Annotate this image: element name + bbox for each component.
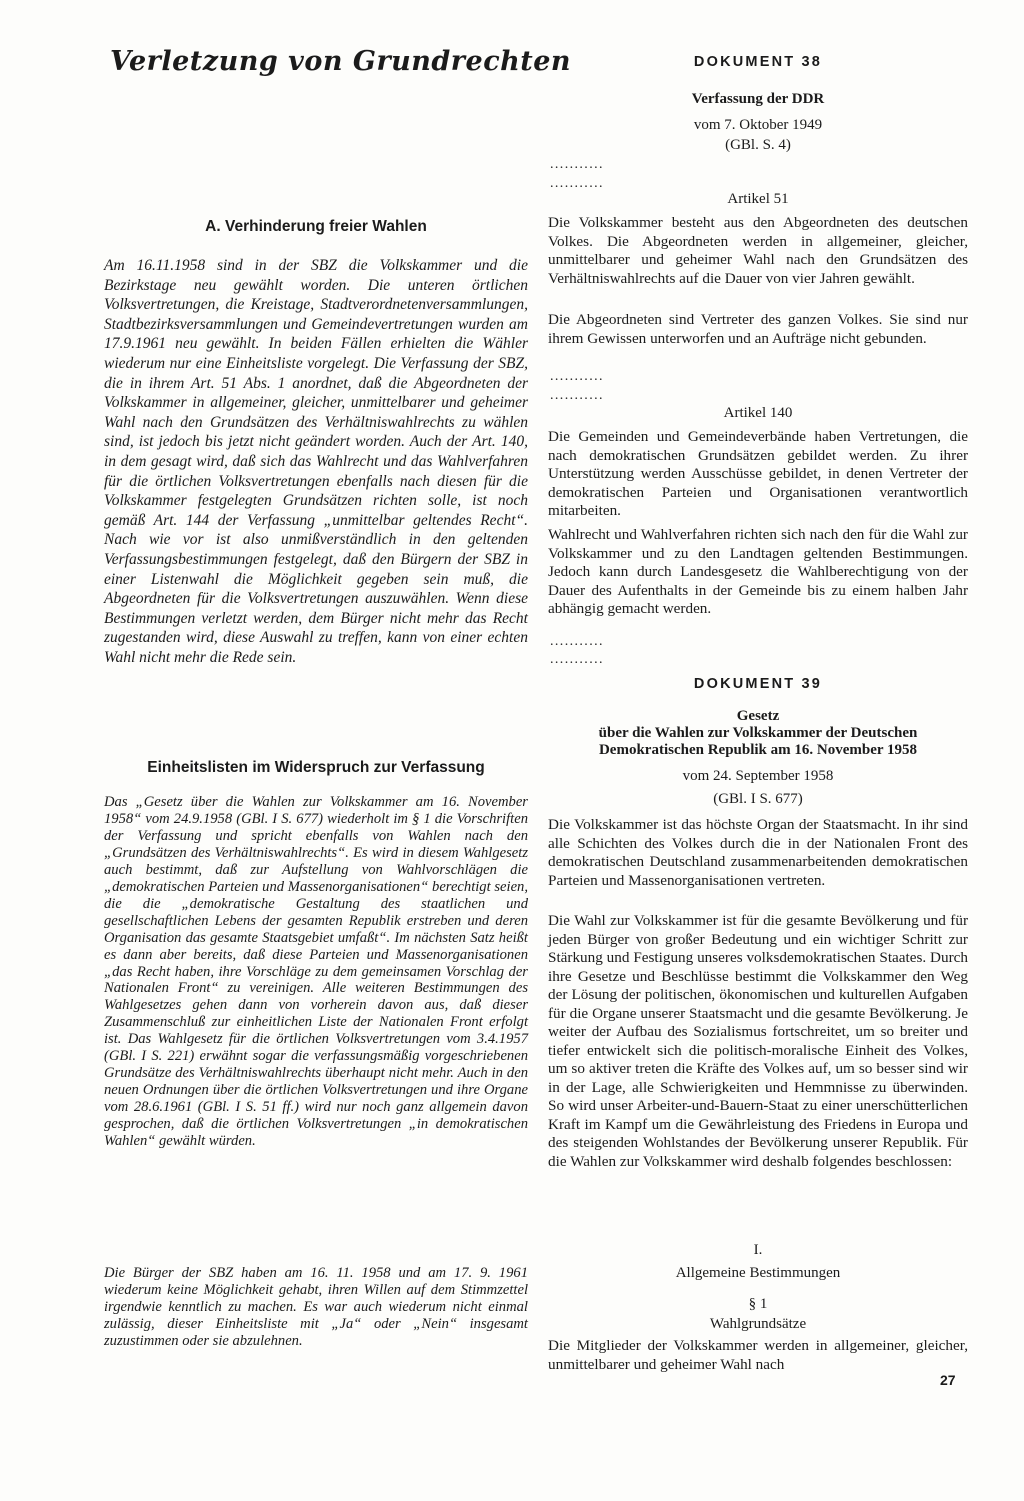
doc39-ref: (GBl. I S. 677) bbox=[713, 791, 803, 807]
doc39-title-line-1: Gesetz bbox=[736, 708, 780, 724]
paragraph-number: § 1 bbox=[748, 1296, 768, 1312]
section-b-text-1: Das „Gesetz über die Wahlen zur Volkskammer am 16. November 1958“ vom 24.9.1958 (GBl. I S. 677) wiederholt im § 1 die Vorschriften der Verfassung und spricht ebenfalls von Wahlen nach den „Grundsätzen des Verhältniswahlrechts“. Es wird in diesem Wahlgesetz auch bestimmt, daß zur Aufstellung von Wahlvorschlägen die „demokratischen Parteien und Massenorganisationen“ berechtigt seien, die die „demokratische Gestaltung des staatlichen und gesellschaftlichen Lebens der gesamten Republik erstreben und deren Organisation das gesamte Staatsgebiet umfaßt“. Im nächsten Satz heißt es dann aber bereits, daß diese Parteien und Massenorganisationen „das Recht haben, ihre Vorschläge zu dem gemeinsamen Vorschlag der Nationalen Front“ zu vereinigen. Alle weiteren Bestimmungen des Wahlgesetzes gehen dann von vorherein davon aus, daß dieser Zusammenschluß zur einheitlichen Liste der Nationalen Front erfolgt ist. Das Wahlgesetz für die örtlichen Volksvertretungen vom 3.4.1957 (GBl. I S. 221) erwähnt sogar die verfassungsmäßig vorgeschriebenen Grundsätze des Verhältniswahlrechts überhaupt nicht mehr. Auch in den neuen Ordnungen über die örtlichen Volksvertretungen und ihre Organe vom 28.6.1961 (GBl. I S. 51 ff.) wird nur noch ganz allgemein davon gesprochen, daß die örtlichen Volksvertretungen „in demokratischen Wahlen“ gewählt würden. bbox=[104, 794, 528, 1150]
page-number: 27 bbox=[940, 1372, 956, 1388]
section-b-text-2: Die Bürger der SBZ haben am 16. 11. 1958 und am 17. 9. 1961 wiederum keine Möglichkeit gehabt, ihren Willen auf dem Stimmzettel irgendwie kenntlich zu machen. Es war auch wiederum nicht einmal zulässig, dieser Einheitsliste mit „Ja“ oder „Nein“ insgesamt zuzustimmen oder sie abzulehnen. bbox=[104, 1265, 528, 1349]
ellipsis-dots: ........... bbox=[550, 176, 604, 191]
section-b-heading: Einheitslisten im Widerspruch zur Verfassung bbox=[147, 759, 485, 776]
part-title: Allgemeine Bestimmungen bbox=[675, 1265, 841, 1281]
paragraph-1-text: Die Mitglieder der Volkskammer werden in allgemeiner, gleicher, unmittelbarer und geheimer Wahl nach bbox=[548, 1337, 968, 1373]
document-39-heading: DOKUMENT 39 bbox=[693, 676, 823, 692]
paragraph-title: Wahlgrundsätze bbox=[709, 1316, 807, 1332]
ellipsis-dots: ........... bbox=[550, 157, 604, 172]
doc39-date: vom 24. September 1958 bbox=[682, 768, 834, 784]
article-51-paragraph-1: Die Volkskammer besteht aus den Abgeordneten des deutschen Volkes. Die Abgeordneten werden in allgemeiner, gleicher, unmittelbarer und geheimer Wahl nach den Grundsätzen des Verhältniswahlrechts auf die Dauer von vier Jahren gewählt. bbox=[548, 214, 968, 287]
doc39-title-line-3: Demokratischen Republik am 16. November 1958 bbox=[598, 742, 918, 758]
doc39-preamble-2: Die Wahl zur Volkskammer ist für die gesamte Bevölkerung und für jeden Bürger von großer Bedeutung und ein wichtiger Schritt zur Stärkung und Festigung unseres volksdemokratischen Staates. Durch ihre Gesetze und Beschlüsse bestimmt die Volkskammer den Weg der Lösung der politischen, ökonomischen und kulturellen Aufgaben für die Organe unserer Staatsmacht und die gesamte Bevölkerung. Je weiter der Aufbau des Sozialismus fortschreitet, um so breiter und tiefer entwickelt sich die politisch-moralische Einheit des Volkes, um so aktiver treten die Kräfte des Volkes auf, um so besser sind wir in der Lage, alle Schwierigkeiten und Hemmnisse zu überwinden. So wird unser Arbeiter-und-Bauern-Staat zu einer unerschütterlichen Kraft im Kampf um die Gewährleistung des Friedens in Europa und des steigenden Wohlstandes der Bevölkerung unserer Republik. Für die Wahlen zur Volkskammer wird deshalb folgendes beschlossen: bbox=[548, 912, 968, 1170]
ellipsis-dots: ........... bbox=[550, 652, 604, 667]
doc38-ref: (GBl. S. 4) bbox=[725, 137, 791, 153]
doc38-title: Verfassung der DDR bbox=[691, 91, 825, 107]
article-51-heading: Artikel 51 bbox=[727, 191, 789, 207]
article-140-paragraph-1: Die Gemeinden und Gemeindeverbände haben Vertretungen, die nach demokratischen Grundsätzen gebildet werden. Zu ihrer Unterstützung werden Ausschüsse gebildet, in denen Vertreter der demokratischen Parteien und Organisationen verantwortlich mitarbeiten. bbox=[548, 428, 968, 519]
doc38-date: vom 7. Oktober 1949 bbox=[693, 117, 823, 133]
page-title: Verletzung von Grundrechten bbox=[110, 46, 572, 77]
ellipsis-dots: ........... bbox=[550, 369, 604, 384]
article-51-paragraph-2: Die Abgeordneten sind Vertreter des ganzen Volkes. Sie sind nur ihrem Gewissen unterworfen und an Aufträge nicht gebunden. bbox=[548, 311, 968, 347]
doc39-preamble-1: Die Volkskammer ist das höchste Organ der Staatsmacht. In ihr sind alle Schichten des Volkes durch die in der Nationalen Front des demokratischen Deutschland zusammenarbeitenden demokratischen Parteien und Massenorganisationen vertreten. bbox=[548, 816, 968, 889]
article-140-heading: Artikel 140 bbox=[723, 405, 793, 421]
part-number: I. bbox=[753, 1242, 763, 1258]
section-a-text: Am 16.11.1958 sind in der SBZ die Volkskammer und die Bezirkstage neu gewählt worden. Die unteren örtlichen Volksvertretungen, die Kreistage, Stadtverordnetenversammlungen, Stadtbezirksversammlungen und Gemeindevertretungen wurden am 17.9.1961 neu gewählt. In beiden Fällen erhielten die Wähler wiederum nur eine Einheitsliste vorgelegt. Die Verfassung der SBZ, die in ihrem Art. 51 Abs. 1 anordnet, daß die Abgeordneten der Volkskammer in allgemeiner, gleicher, unmittelbarer und geheimer Wahl nach den Grundsätzen des Verhältniswahlrechts zu wählen sind, ist jedoch bis jetzt nicht geändert worden. Auch der Art. 140, in dem gesagt wird, daß sich das Wahlrecht und das Wahlverfahren für die örtlichen Volksvertretungen ebenfalls nach diesen für die Volkskammer festgelegten Grundsätzen richten solle, ist noch gemäß Art. 144 der Verfassung „unmittelbar geltendes Recht“. Nach wie vor ist also unmißverständlich in den geltenden Verfassungsbestimmungen festgelegt, daß den Bürgern der SBZ in einer Listenwahl die Möglichkeit gegeben sein muß, die Abgeordneten für die Volksvertretungen auszuwählen. Wenn diese Bestimmungen verletzt werden, dem Bürger nicht mehr das Recht zugestanden wird, diese Auswahl zu treffen, kann von einer echten Wahl nicht mehr die Rede sein. bbox=[104, 257, 528, 666]
doc39-title-line-2: über die Wahlen zur Volkskammer der Deutschen bbox=[598, 725, 918, 741]
document-38-heading: DOKUMENT 38 bbox=[693, 54, 823, 70]
ellipsis-dots: ........... bbox=[550, 634, 604, 649]
article-140-paragraph-2: Wahlrecht und Wahlverfahren richten sich nach den für die Wahl zur Volkskammer und zu den Landtagen geltenden Bestimmungen. Jedoch kann durch Landesgesetz die Wahlberechtigung von der Dauer des Aufenthalts in der Gemeinde bis zu einem halben Jahr abhängig gemacht werden. bbox=[548, 526, 968, 617]
ellipsis-dots: ........... bbox=[550, 388, 604, 403]
section-a-heading: A. Verhinderung freier Wahlen bbox=[205, 218, 427, 235]
